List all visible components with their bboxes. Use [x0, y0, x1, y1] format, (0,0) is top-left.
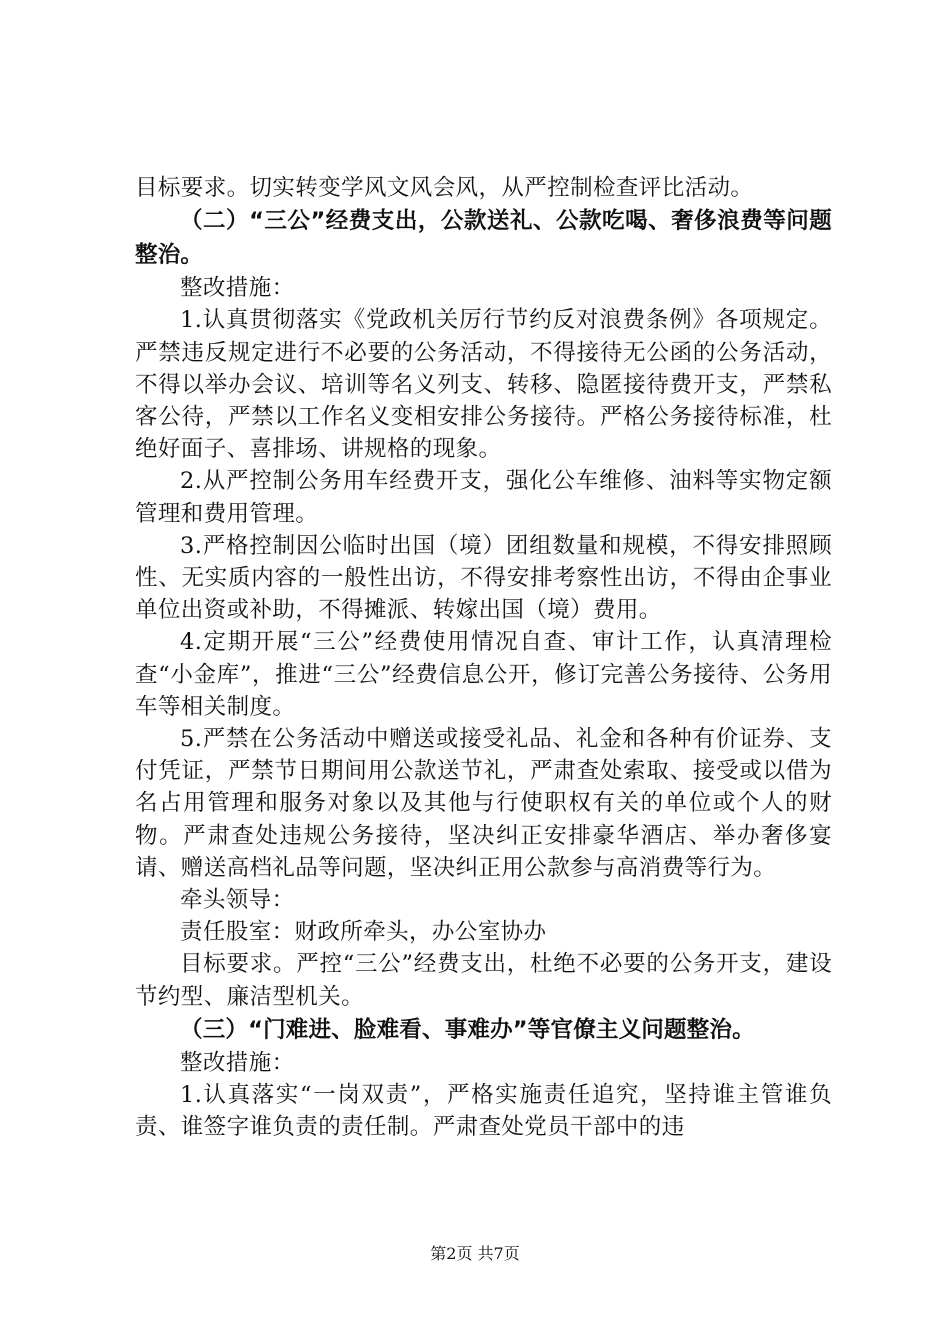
paragraph-lead: 牵头领导：: [180, 887, 295, 914]
paragraph: 目标要求。切实转变学风文风会风，从严控制检查评比活动。: [135, 175, 754, 201]
paragraph-goal: 目标要求。严控“三公”经费支出，杜绝不必要的公务开支，建设节约型、廉洁型机关。: [135, 951, 832, 1010]
paragraph-label: 整改措施：: [180, 275, 295, 302]
paragraph-item-2: 2.从严控制公务用车经费开支，强化公车维修、油料等实物定额管理和费用管理。: [135, 468, 832, 527]
paragraph-item-1: 1.认真贯彻落实《党政机关厉行节约反对浪费条例》各项规定。严禁违反规定进行不必要的公务活动，不得接待无公函的公务活动，不得以举办会议、培训等名义列支、转移、隐匿接待费开支，严禁私客公待，严禁以工作名义变相安排公务接待。严格公务接待标准，杜绝好面子、喜排场、讲规格的现象。: [135, 307, 832, 463]
paragraph-item-4: 4.定期开展“三公”经费使用情况自查、审计工作，认真清理检查“小金库”，推进“三公”经费信息公开，修订完善公务接待、公务用车等相关制度。: [135, 629, 832, 720]
page-footer: [0, 1244, 950, 1264]
paragraph-item-3: 3.严格控制因公临时出国（境）团组数量和规模，不得安排照顾性、无实质内容的一般性出访，不得安排考察性出访，不得由企事业单位出资或补助，不得摊派、转嫁出国（境）费用。: [135, 532, 832, 624]
section-heading-3: （三）“门难进、脸难看、事难办”等官僚主义问题整治。: [180, 1016, 755, 1043]
page-number: 第2页 共7页: [430, 1244, 520, 1263]
paragraph-label: 整改措施：: [180, 1049, 295, 1076]
section-heading-2: （二）“三公”经费支出，公款送礼、公款吃喝、奢侈浪费等问题整治。: [135, 208, 832, 269]
paragraph-item-5: 5.严禁在公务活动中赠送或接受礼品、礼金和各种有价证券、支付凭证，严禁节日期间用公款送节礼，严肃查处索取、接受或以借为名占用管理和服务对象以及其他与行使职权有关的单位或个人的财物。严肃查处违规公务接待，坚决纠正安排豪华酒店、举办奢侈宴请、赠送高档礼品等问题，坚决纠正用公款参与高消费等行为。: [135, 726, 832, 881]
paragraph-item-1: 1.认真落实“一岗双责”，严格实施责任追究，坚持谁主管谁负责、谁签字谁负责的责任制。严肃查处党员干部中的违: [135, 1082, 832, 1141]
paragraph-responsible: 责任股室：财政所牵头，办公室协办: [180, 919, 547, 946]
document-body: [135, 172, 832, 1143]
